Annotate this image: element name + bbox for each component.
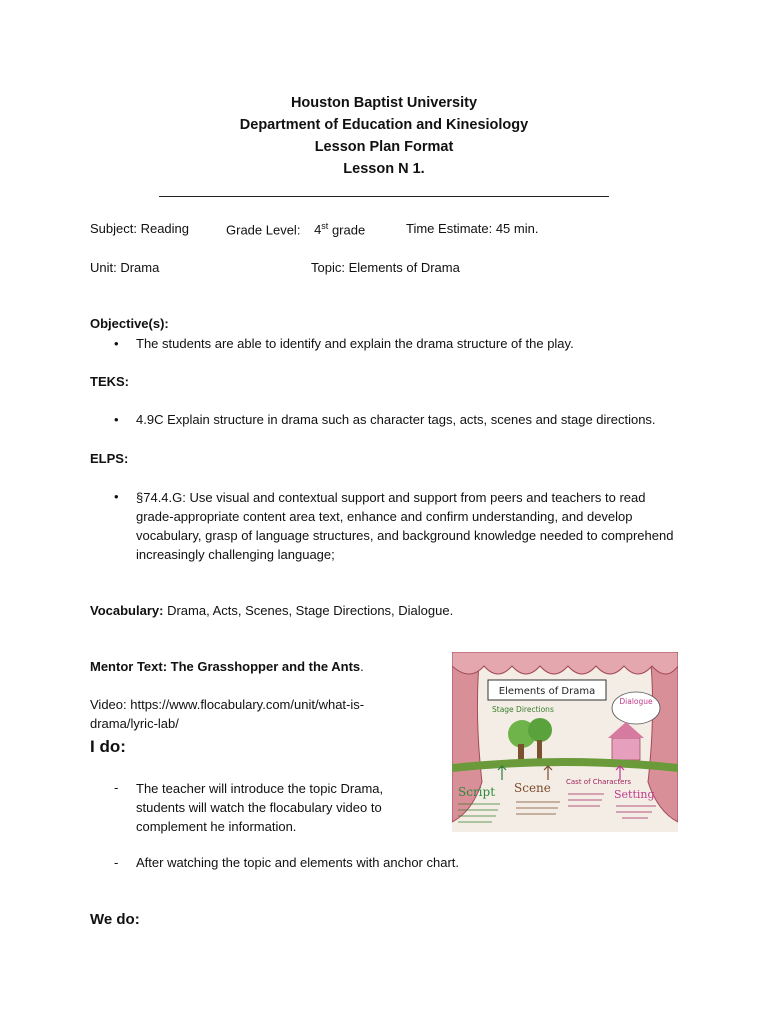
anchor-chart-image	[452, 652, 678, 832]
house-icon	[612, 738, 640, 760]
chart-script-label: Script	[458, 785, 496, 799]
bullet-icon: •	[114, 412, 119, 427]
dash-icon: -	[114, 855, 119, 870]
chart-title: Elements of Drama	[498, 686, 596, 697]
bullet-icon: •	[114, 489, 119, 504]
vocabulary-text: Drama, Acts, Scenes, Stage Directions, Dialogue.	[163, 603, 454, 618]
i-do-heading: I do:	[90, 737, 126, 756]
i-do-item-1: The teacher will introduce the topic Drama, students will watch the flocabulary video to complement he information.	[136, 781, 384, 834]
unit-field: Unit: Drama	[90, 260, 160, 275]
elps-heading: ELPS:	[90, 451, 129, 466]
i-do-item-2: After watching the topic and elements with anchor chart.	[136, 855, 460, 870]
grade-word: grade	[331, 222, 366, 238]
video-link-line2[interactable]: drama/lyric-lab/	[90, 716, 179, 731]
bullet-icon: •	[114, 336, 119, 351]
grade-number: 4	[314, 222, 322, 238]
header-divider	[159, 196, 609, 197]
grade-ordinal: st	[321, 221, 329, 231]
document-type: Lesson Plan Format	[314, 139, 454, 155]
department-name: Department of Education and Kinesiology	[239, 117, 529, 133]
tree-icon	[528, 718, 552, 742]
elps-item: §74.4.G: Use visual and contextual support and support from peers and teachers to read grade-appropriate content area text, enhance and confirm understanding, and develop vocabulary, grasp of language structures, and background knowledge needed to comprehend increasingly challenging language;	[136, 490, 674, 562]
chart-stage-directions: Stage Directions	[492, 705, 554, 714]
subject-field: Subject: Reading	[90, 221, 190, 236]
topic-field: Topic: Elements of Drama	[311, 260, 460, 275]
vocabulary-label: Vocabulary:	[90, 603, 164, 618]
tree-trunk-icon	[537, 740, 542, 760]
vocabulary-line	[90, 603, 453, 618]
teks-heading: TEKS:	[90, 374, 129, 389]
chart-setting-label: Setting	[614, 788, 655, 801]
chart-cast-label: Cast of Characters	[566, 778, 631, 786]
video-link-line1[interactable]: Video: https://www.flocabulary.com/unit/what-is-	[90, 697, 365, 712]
grade-level-field	[226, 221, 365, 237]
chart-background	[452, 652, 678, 832]
mentor-text-label: Mentor Text: The Grasshopper and the Ants	[90, 659, 361, 674]
chart-scene-label: Scene	[514, 781, 551, 795]
mentor-text-period: .	[360, 659, 364, 674]
mentor-text-line	[90, 659, 364, 674]
grade-label: Grade Level:	[226, 222, 301, 238]
teks-item: 4.9C Explain structure in drama such as character tags, acts, scenes and stage directions.	[136, 412, 656, 427]
chart-dialogue: Dialogue	[619, 697, 653, 706]
dash-icon: -	[114, 780, 119, 795]
university-name: Houston Baptist University	[290, 95, 478, 111]
time-estimate-field: Time Estimate: 45 min.	[406, 221, 539, 236]
objectives-heading: Objective(s):	[90, 316, 169, 331]
objective-item: The students are able to identify and explain the drama structure of the play.	[136, 336, 574, 351]
we-do-heading: We do:	[90, 911, 140, 928]
lesson-number: Lesson N 1.	[343, 161, 425, 177]
